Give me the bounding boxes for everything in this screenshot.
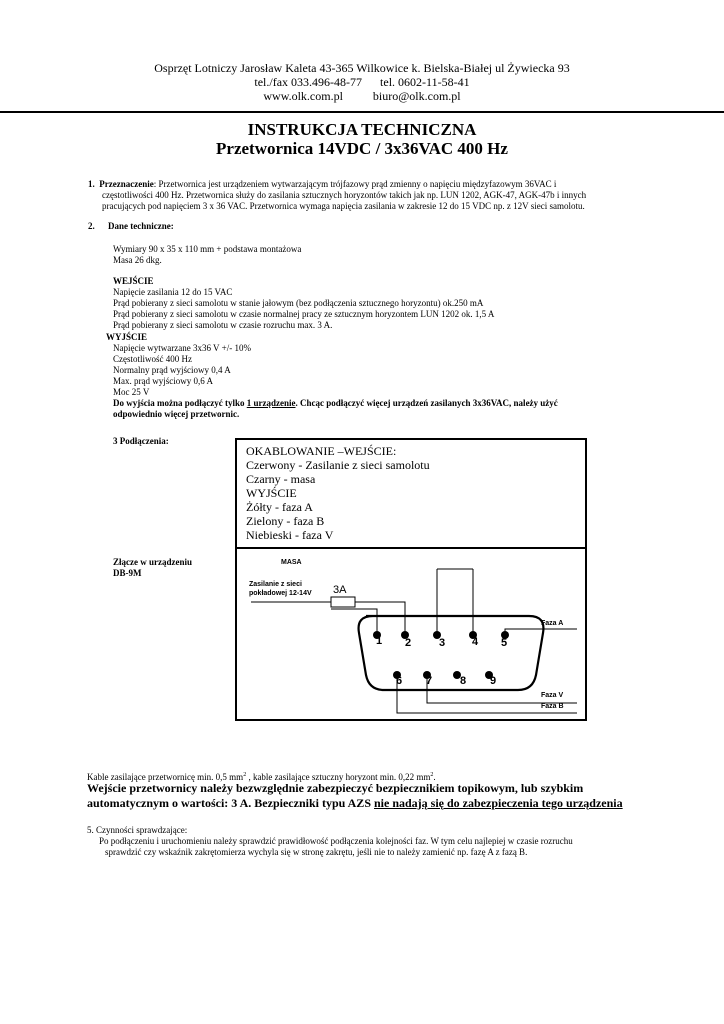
- spec-mass: Masa 26 dkg.: [113, 255, 162, 265]
- section-5-line1: Po podłączeniu i uruchomieniu należy sprawdzić prawidłowość podłączenia kolejności faz. W tym celu najlepiej w czasie rozruchu: [99, 836, 573, 846]
- section-1-number: 1.: [88, 179, 95, 189]
- fuse-warning-underlined: nie nadają się do zabezpieczenia tego urządzenia: [374, 796, 623, 810]
- wiring-green: Zielony - faza B: [246, 514, 325, 528]
- wire-faza-a: [505, 629, 577, 635]
- contact-web-line: [0, 88, 724, 104]
- faza-a-label: Faza A: [541, 620, 564, 627]
- website: www.olk.com.pl: [263, 89, 343, 103]
- input-spec-normal-current: Prąd pobierany z sieci samolotu w czasie normalnej pracy ze sztucznym horyzontem LUN 1202 ok. 1,5 A: [113, 309, 495, 319]
- section-5-heading: 5. Czynności sprawdzające:: [87, 825, 188, 835]
- connector-type: DB-9M: [113, 568, 142, 578]
- supply-label-2: pokładowej 12-14V: [249, 590, 312, 597]
- wiring-blue: Niebieski - faza V: [246, 528, 334, 542]
- email: biuro@olk.com.pl: [372, 89, 461, 103]
- document-subtitle: Przetwornica 14VDC / 3x36VAC 400 Hz: [216, 139, 508, 158]
- warning-text-a: Do wyjścia można podłączyć tylko: [113, 398, 247, 408]
- output-warning-line1: [113, 398, 558, 409]
- pin-9-label: 9: [490, 675, 497, 687]
- pin-5-label: 5: [501, 637, 508, 649]
- section-1-text: : Przetwornica jest urządzeniem wytwarzającym trójfazowy prąd zmienny o napięciu międzyfazowym 36VAC i: [153, 179, 557, 189]
- output-warning-line2: odpowiednio więcej przetwornic.: [113, 409, 240, 419]
- pin-4-label: 4: [472, 636, 479, 648]
- section-2-heading: Dane techniczne:: [108, 221, 174, 231]
- supply-label-1: Zasilanie z sieci: [249, 581, 302, 588]
- faza-v-label: Faza V: [541, 692, 564, 699]
- fuse-warning-line2: [87, 796, 623, 811]
- output-spec-frequency: Częstotliwość 400 Hz: [113, 354, 192, 364]
- section-1-line1: [88, 179, 556, 190]
- pin-2-label: 2: [405, 637, 412, 649]
- connector-diagram-box: [235, 547, 587, 721]
- document-title: INSTRUKCJA TECHNICZNA: [247, 120, 477, 139]
- connector-label: Złącze w urządzeniu: [113, 557, 192, 567]
- cable-note-sup1: 2: [243, 772, 247, 778]
- pin-6-label: 6: [396, 675, 403, 687]
- faza-b-label: Faza B: [541, 703, 564, 710]
- warning-text-b: . Chcąc podłączyć więcej urządzeń zasilanych 3x36VAC, należy użyć: [295, 398, 558, 408]
- section-3-heading: 3 Podłączenia:: [113, 436, 169, 446]
- output-spec-power: Moc 25 V: [113, 387, 150, 397]
- header-divider: [0, 111, 724, 113]
- wiring-output-heading: WYJŚCIE: [246, 486, 297, 500]
- output-spec-normal-current: Normalny prąd wyjściowy 0,4 A: [113, 365, 231, 375]
- output-heading: WYJŚCIE: [106, 332, 148, 342]
- section-1-line2: częstotliwości 400 Hz. Przetwornica służy do zasilania sztucznych horyzontów takich jak np. LUN 1202, AGK-47, AGK-47b i innych: [102, 190, 587, 200]
- fuse-symbol: [331, 597, 355, 607]
- wiring-black: Czarny - masa: [246, 472, 316, 486]
- cable-note-a: Kable zasilające przetwornicę min. 0,5 mm: [87, 772, 244, 782]
- input-spec-idle-current: Prąd pobierany z sieci samolotu w stanie jałowym (bez podłączenia sztucznego horyzontu) ok.250 mA: [113, 298, 484, 308]
- wiring-input-heading: OKABLOWANIE –WEJŚCIE:: [246, 444, 397, 458]
- warning-text-underlined: 1 urządzenie: [246, 398, 296, 408]
- phone-mobile: tel. 0602-11-58-41: [380, 75, 470, 89]
- pin-3-label: 3: [439, 637, 446, 649]
- masa-label: MASA: [281, 559, 302, 566]
- section-2-number: 2.: [88, 221, 95, 231]
- section-1-heading: Przeznaczenie: [99, 179, 154, 189]
- cable-note-c: .: [433, 772, 436, 782]
- output-spec-voltage: Napięcie wytwarzane 3x36 V +/- 10%: [113, 343, 251, 353]
- input-spec-startup-current: Prąd pobierany z sieci samolotu w czasie rozruchu max. 3 A.: [113, 320, 333, 330]
- cable-note-b: , kable zasilające sztuczny horyzont min. 0,22 mm: [246, 772, 431, 782]
- spec-dimensions: Wymiary 90 x 35 x 110 mm + podstawa montażowa: [113, 244, 302, 254]
- cable-note-sup2: 2: [430, 772, 434, 778]
- output-spec-max-current: Max. prąd wyjściowy 0,6 A: [113, 376, 213, 386]
- fuse-warning-text: automatycznym o wartości: 3 A. Bezpieczniki typu AZS: [87, 796, 374, 810]
- phone-fax: tel./fax 033.496-48-77: [254, 75, 363, 89]
- wire-pin1: [331, 609, 377, 635]
- db9-shell: [359, 616, 544, 690]
- input-spec-voltage: Napięcie zasilania 12 do 15 VAC: [113, 287, 233, 297]
- fuse-warning-line1: Wejście przetwornicy należy bezwzględnie zabezpieczyć bezpiecznikiem topikowym, lub szybkim: [87, 781, 584, 795]
- wiring-yellow: Żółty - faza A: [246, 500, 313, 514]
- pin-8-label: 8: [460, 675, 467, 687]
- company-line: Osprzęt Lotniczy Jarosław Kaleta 43-365 Wilkowice k. Bielska-Białej ul Żywiecka 93: [154, 61, 570, 75]
- db9-diagram: [237, 549, 585, 719]
- wiring-legend-box: [235, 438, 587, 549]
- section-5-line2: sprawdzić czy wskaźnik zakrętomierza wychyla się w stronę zakrętu, jeśli nie to należy zamienić np. fazę A z fazą B.: [105, 847, 528, 857]
- pin-1-label: 1: [376, 635, 383, 647]
- wiring-red: Czerwony - Zasilanie z sieci samolotu: [246, 458, 430, 472]
- fuse-label: 3A: [333, 584, 347, 596]
- section-1-line3: pracujących pod napięciem 3 x 36 VAC. Przetwornica wymaga napięcia zasilania w zakresie 12 do 15 VDC np. z 12V sieci samolotu.: [102, 201, 585, 211]
- pin-7-label: 7: [426, 675, 433, 687]
- input-heading: WEJŚCIE: [113, 276, 154, 286]
